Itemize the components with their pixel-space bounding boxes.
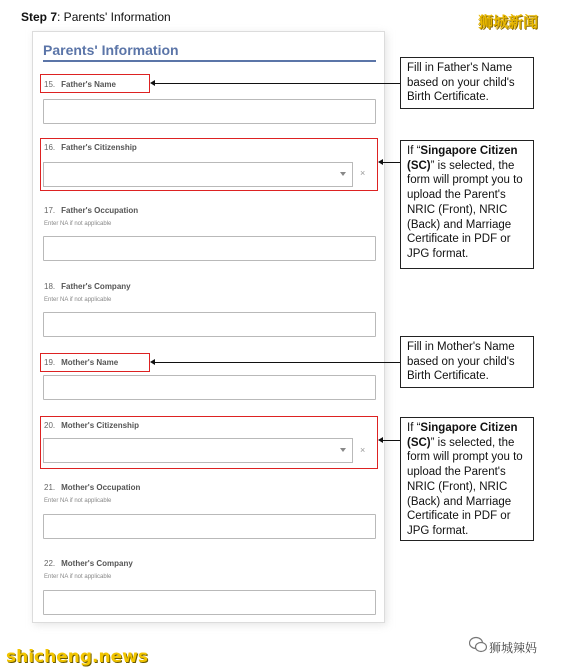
callout-bold-text: Singapore Citizen (SC) <box>407 145 518 172</box>
field-help-text: Enter NA if not applicable <box>44 574 112 580</box>
form-title-underline <box>43 60 376 62</box>
mother-name-input[interactable] <box>43 375 376 400</box>
clear-icon[interactable]: × <box>360 445 366 455</box>
step-heading <box>21 10 171 24</box>
field-number: 16. <box>44 143 56 152</box>
callout-father-citizenship <box>400 140 534 269</box>
callout-text: If “ <box>407 145 421 157</box>
mother-occupation-input[interactable] <box>43 514 376 539</box>
field-label-text: Father's Company <box>61 282 131 291</box>
leader-line <box>154 83 400 84</box>
field-number: 18. <box>44 282 56 291</box>
arrow-left-icon <box>150 359 155 365</box>
field-label-text: Mother's Occupation <box>61 483 141 492</box>
callout-father-name: Fill in Father's Name based on your child's Birth Certificate. <box>400 57 534 109</box>
field-label-text: Mother's Company <box>61 559 133 568</box>
leader-line <box>382 440 400 441</box>
field-label-mother-company <box>44 559 133 568</box>
field-label-text: Father's Citizenship <box>61 143 137 152</box>
father-occupation-input[interactable] <box>43 236 376 261</box>
clear-icon[interactable]: × <box>360 168 366 178</box>
step-title: : Parents' Information <box>57 10 171 24</box>
field-number: 15. <box>44 80 56 89</box>
field-label-text: Mother's Name <box>61 358 119 367</box>
callout-mother-citizenship <box>400 417 534 541</box>
field-help-text: Enter NA if not applicable <box>44 498 112 504</box>
callout-mother-name: Fill in Mother's Name based on your child's Birth Certificate. <box>400 336 534 388</box>
field-help-text: Enter NA if not applicable <box>44 297 112 303</box>
highlight-box-mother-name <box>40 353 150 372</box>
callout-text: ” is selected, the form will prompt you to upload the Parent's NRIC (Front), NRIC (Back) and Marriage Certificate in PDF or JPG format. <box>407 159 523 260</box>
callout-text: If “ <box>407 422 421 434</box>
field-label-text: Mother's Citizenship <box>61 421 140 430</box>
field-label-mother-occupation <box>44 483 140 492</box>
field-number: 21. <box>44 483 56 492</box>
callout-text: ” is selected, the form will prompt you to upload the Parent's NRIC (Front), NRIC (Back) and Marriage Certificate in PDF or JPG format. <box>407 436 523 537</box>
step-number: Step 7 <box>21 10 58 24</box>
field-label-text: Father's Occupation <box>61 206 139 215</box>
field-label-father-company <box>44 282 131 291</box>
leader-line <box>154 362 400 363</box>
watermark-site: shicheng.news <box>6 647 148 667</box>
field-label-text: Father's Name <box>61 80 116 89</box>
highlight-box-father-citizenship <box>40 138 378 191</box>
arrow-left-icon <box>150 80 155 86</box>
field-help-text: Enter NA if not applicable <box>44 221 112 227</box>
father-name-input[interactable] <box>43 99 376 124</box>
field-label-father-occupation <box>44 206 138 215</box>
callout-bold-text: Singapore Citizen (SC) <box>407 422 518 449</box>
field-number: 20. <box>44 421 56 430</box>
leader-line <box>382 162 400 163</box>
highlight-box-mother-citizenship <box>40 416 378 469</box>
arrow-left-icon <box>378 159 383 165</box>
watermark-account: 狮城辣妈 <box>489 641 538 655</box>
form-section-title: Parents' Information <box>43 42 179 58</box>
highlight-box-father-name <box>40 74 150 93</box>
arrow-left-icon <box>378 437 383 443</box>
field-number: 17. <box>44 206 56 215</box>
site-logo: 狮城新闻 <box>478 13 539 31</box>
father-company-input[interactable] <box>43 312 376 337</box>
chat-bubble-icon <box>469 636 487 654</box>
field-number: 22. <box>44 559 56 568</box>
mother-company-input[interactable] <box>43 590 376 615</box>
field-number: 19. <box>44 358 56 367</box>
